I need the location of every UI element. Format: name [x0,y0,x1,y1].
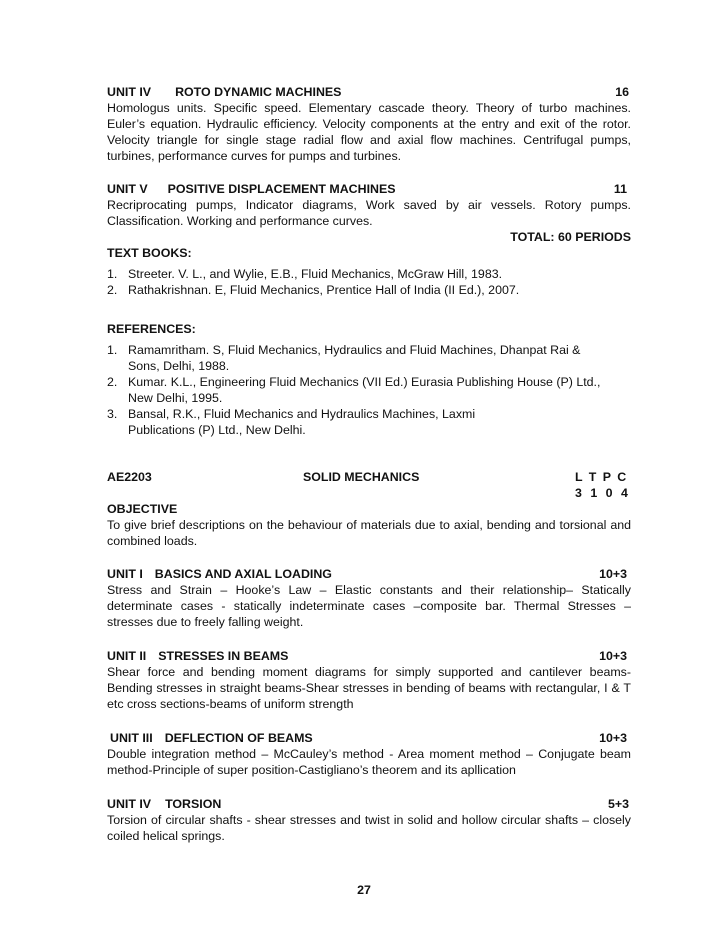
unit-hours: 10+3 [599,567,627,581]
unit-code: UNIT IV [107,797,152,811]
unit-body: Torsion of circular shafts - shear stresses and twist in solid and hollow circular shafts – closely coiled helical springs. [107,813,631,843]
unit-hours: 10+3 [599,731,627,745]
total-periods: TOTAL: 60 PERIODS [510,230,631,244]
unit-title: TORSION [165,797,222,811]
unit-title: STRESSES IN BEAMS [158,649,289,663]
unit-heading [107,648,631,664]
unit-body: Double integration method – McCauley’s method - Area moment method – Conjugate beam method-Principle of super position-Castigliano’s theorem and its apllication [107,747,631,777]
syllabus-page [107,84,631,862]
list-item: 2. Rathakrishnan. E, Fluid Mechanics, Prentice Hall of India (II Ed.), 2007. [107,283,520,297]
unit-code: UNIT III [110,731,153,745]
course-unit-2 [107,648,631,712]
unit-body: Shear force and bending moment diagrams for simply supported and cantilever beams-Bending stresses in straight beams-Shear stresses in bending of beams with rectangular, I & T etc cross sections-beams of uniform strength [107,665,631,711]
unit-hours: 10+3 [599,649,627,663]
references-label: REFERENCES: [107,322,196,336]
references-list [107,342,631,438]
textbooks-label: TEXT BOOKS: [107,246,192,260]
list-item: 3. Bansal, R.K., Fluid Mechanics and Hydraulics Machines, Laxmi Publications (P) Ltd., New Delhi. [107,407,476,437]
unit-code: UNIT V [107,182,148,196]
unit-title: BASICS AND AXIAL LOADING [154,567,332,581]
unit-title: ROTO DYNAMIC MACHINES [175,85,342,99]
page-number: 27 [357,883,371,897]
list-item: 1. Streeter. V. L., and Wylie, E.B., Fluid Mechanics, McGraw Hill, 1983. [107,267,503,281]
unit-positive-displacement [107,181,631,229]
unit-hours: 11 [613,182,627,196]
unit-heading [107,84,631,100]
unit-heading [107,566,631,582]
unit-title: POSITIVE DISPLACEMENT MACHINES [167,182,396,196]
objective-text: To give brief descriptions on the behaviour of materials due to axial, bending and torsional and combined loads. [107,518,631,548]
unit-heading [107,796,631,812]
course-header [107,469,631,485]
unit-body: Homologus units. Specific speed. Elementary cascade theory. Theory of turbo machines. Euler’s equation. Hydraulic efficiency. Velocity components at the entry and exit of the rotor. Velocity triangle for single stage radial flow and axial flow machines. Centrifugal pumps, turbines, performance curves for pumps and turbines. [107,101,631,163]
course-ltpc: L T P C [575,470,627,484]
course-unit-3 [107,730,631,778]
unit-code: UNIT I [107,567,143,581]
course-code: AE2203 [107,470,152,484]
textbooks-list [107,266,631,298]
objective-label: OBJECTIVE [107,502,178,516]
list-item: 2. Kumar. K.L., Engineering Fluid Mechanics (VII Ed.) Eurasia Publishing House (P) Ltd., New Delhi, 1995. [107,375,601,405]
unit-hours: 16 [615,85,629,99]
course-unit-1 [107,566,631,630]
unit-title: DEFLECTION OF BEAMS [164,731,313,745]
course-unit-4 [107,796,631,844]
unit-code: UNIT IV [107,85,152,99]
unit-hours: 5+3 [607,797,629,811]
course-credits: 3 1 0 4 [575,486,628,500]
course-name: SOLID MECHANICS [303,470,420,484]
unit-body: Recriprocating pumps, Indicator diagrams, Work saved by air vessels. Rotory pumps. Classification. Working and performance curves. [107,198,631,228]
unit-code: UNIT II [107,649,147,663]
unit-heading [107,730,631,746]
unit-heading [107,181,631,197]
list-item: 1. Ramamritham. S, Fluid Mechanics, Hydraulics and Fluid Machines, Dhanpat Rai & Sons, Delhi, 1988. [107,343,581,373]
unit-body: Stress and Strain – Hooke’s Law – Elastic constants and their relationship– Statically determinate cases - statically indeterminate cases –composite bar. Thermal Stresses – stresses due to freely falling weight. [107,583,631,629]
unit-roto-dynamic [107,84,631,164]
